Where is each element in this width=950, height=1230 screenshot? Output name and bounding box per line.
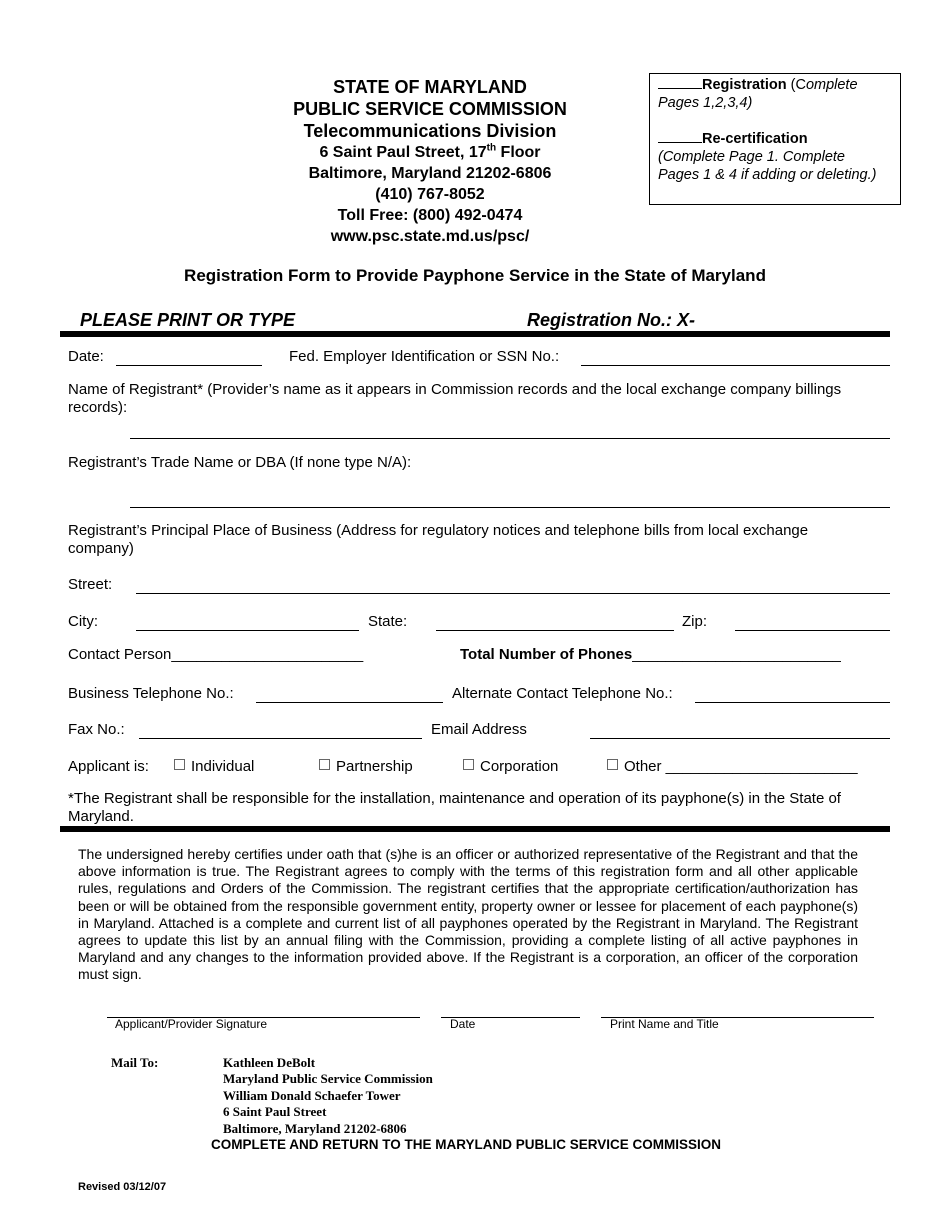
checkbox-icon[interactable]	[463, 759, 474, 770]
fein-label: Fed. Employer Identification or SSN No.:	[289, 348, 560, 365]
applicant-partnership-option[interactable]: Partnership	[319, 758, 413, 776]
mail-street: 6 Saint Paul Street	[223, 1104, 327, 1120]
header-commission: PUBLIC SERVICE COMMISSION	[293, 99, 567, 119]
header-state: STATE OF MARYLAND	[333, 77, 527, 97]
total-phones-field[interactable]: Total Number of Phones_________________________	[460, 646, 841, 663]
print-name-label: Print Name and Title	[610, 1017, 719, 1031]
principal-place-label: Registrant’s Principal Place of Business (Address for regulatory notices and telephone bills from local exchange company)	[68, 522, 809, 557]
form-title: Registration Form to Provide Payphone Service in the State of Maryland	[184, 266, 766, 285]
applicant-type-label: Applicant is:	[68, 758, 149, 775]
zip-field[interactable]	[735, 630, 890, 631]
trade-name-field[interactable]	[130, 507, 890, 508]
fein-field[interactable]	[581, 365, 890, 366]
date-label: Date:	[68, 348, 104, 365]
business-phone-field[interactable]	[256, 702, 443, 703]
registration-number: Registration No.: X-	[527, 310, 696, 330]
city-field[interactable]	[136, 630, 359, 631]
recertification-option[interactable]: Re-certification	[658, 130, 892, 148]
mail-to-address	[223, 1055, 433, 1137]
mail-city: Baltimore, Maryland 21202-6806	[223, 1120, 407, 1136]
checkbox-icon[interactable]	[607, 759, 618, 770]
revision-date: Revised 03/12/07	[78, 1181, 167, 1193]
mail-org: Maryland Public Service Commission	[223, 1071, 433, 1087]
header-city: Baltimore, Maryland 21202-6806	[308, 165, 552, 182]
alt-phone-field[interactable]	[695, 702, 890, 703]
fax-label: Fax No.:	[68, 721, 125, 738]
street-field[interactable]	[136, 593, 890, 594]
registrant-name-label: Name of Registrant* (Provider’s name as it appears in Commission records and the local exchange company billings records):	[68, 381, 842, 416]
responsibility-note: *The Registrant shall be responsible for the installation, maintenance and operation of its payphone(s) in the State of Maryland.	[68, 790, 841, 825]
header-phone: (410) 767-8052	[375, 186, 485, 203]
mail-to-label: Mail To:	[111, 1055, 159, 1070]
please-print-note: PLEASE PRINT OR TYPE	[80, 310, 296, 330]
email-label: Email Address	[431, 721, 527, 738]
header-address: 6 Saint Paul Street, 17th Floor	[319, 142, 541, 161]
date-field[interactable]	[116, 365, 262, 366]
registration-pages-note: Pages 1,2,3,4)	[658, 95, 753, 111]
city-label: City:	[68, 613, 98, 630]
fax-field[interactable]	[139, 738, 422, 739]
signature-label: Applicant/Provider Signature	[115, 1017, 268, 1031]
street-label: Street:	[68, 576, 113, 593]
signature-date-label: Date	[450, 1017, 476, 1031]
trade-name-label: Registrant’s Trade Name or DBA (If none type N/A):	[68, 454, 412, 471]
checkbox-icon[interactable]	[174, 759, 185, 770]
top-divider	[60, 331, 890, 337]
checkbox-icon[interactable]	[319, 759, 330, 770]
header-division: Telecommunications Division	[303, 121, 557, 141]
complete-return-note: COMPLETE AND RETURN TO THE MARYLAND PUBLIC SERVICE COMMISSION	[211, 1137, 722, 1152]
contact-person-field[interactable]: Contact Person_______________________	[68, 646, 364, 663]
business-phone-label: Business Telephone No.:	[68, 685, 234, 702]
recert-note-1: (Complete Page 1. Complete	[658, 149, 845, 165]
recert-note-2: Pages 1 & 4 if adding or deleting.)	[658, 167, 877, 183]
mail-recipient: Kathleen DeBolt	[223, 1055, 316, 1070]
registrant-name-field[interactable]	[130, 438, 890, 439]
state-label: State:	[368, 613, 408, 630]
header-toll-free: Toll Free: (800) 492-0474	[337, 207, 523, 224]
state-field[interactable]	[436, 630, 674, 631]
agency-header	[230, 76, 630, 247]
certification-statement: The undersigned hereby certifies under oath that (s)he is an officer or authorized representative of the Registrant and that the above information is true. The Registrant agrees to comply with the terms of this registration form and all other applicable rules, regulations and Orders of the Commission. The registrant certifies that the appropriate certification/authorization has been or will be obtained from the responsible government entity, property owner or lessee for placement of each payphone(s) in Maryland. Attached is a complete and current list of all payphones operated by the Registrant in Maryland. The Registrant agrees to update this list by an annual filing with the Commission, providing a complete listing of all active payphones in Maryland and any changes to the information provided above. If the Registrant is a corporation, an officer of the corporation must sign.	[78, 846, 858, 983]
header-website: www.psc.state.md.us/psc/	[330, 228, 530, 245]
applicant-other-option[interactable]: Other _______________________	[607, 758, 858, 776]
alt-phone-label: Alternate Contact Telephone No.:	[452, 685, 673, 702]
registration-option[interactable]: Registration (Complete	[658, 76, 892, 94]
bottom-divider	[60, 826, 890, 832]
mail-building: William Donald Schaefer Tower	[223, 1087, 401, 1103]
registration-type-box	[649, 73, 901, 205]
applicant-individual-option[interactable]: Individual	[174, 758, 254, 776]
zip-label: Zip:	[682, 613, 708, 630]
email-field[interactable]	[590, 738, 890, 739]
applicant-corporation-option[interactable]: Corporation	[463, 758, 558, 776]
